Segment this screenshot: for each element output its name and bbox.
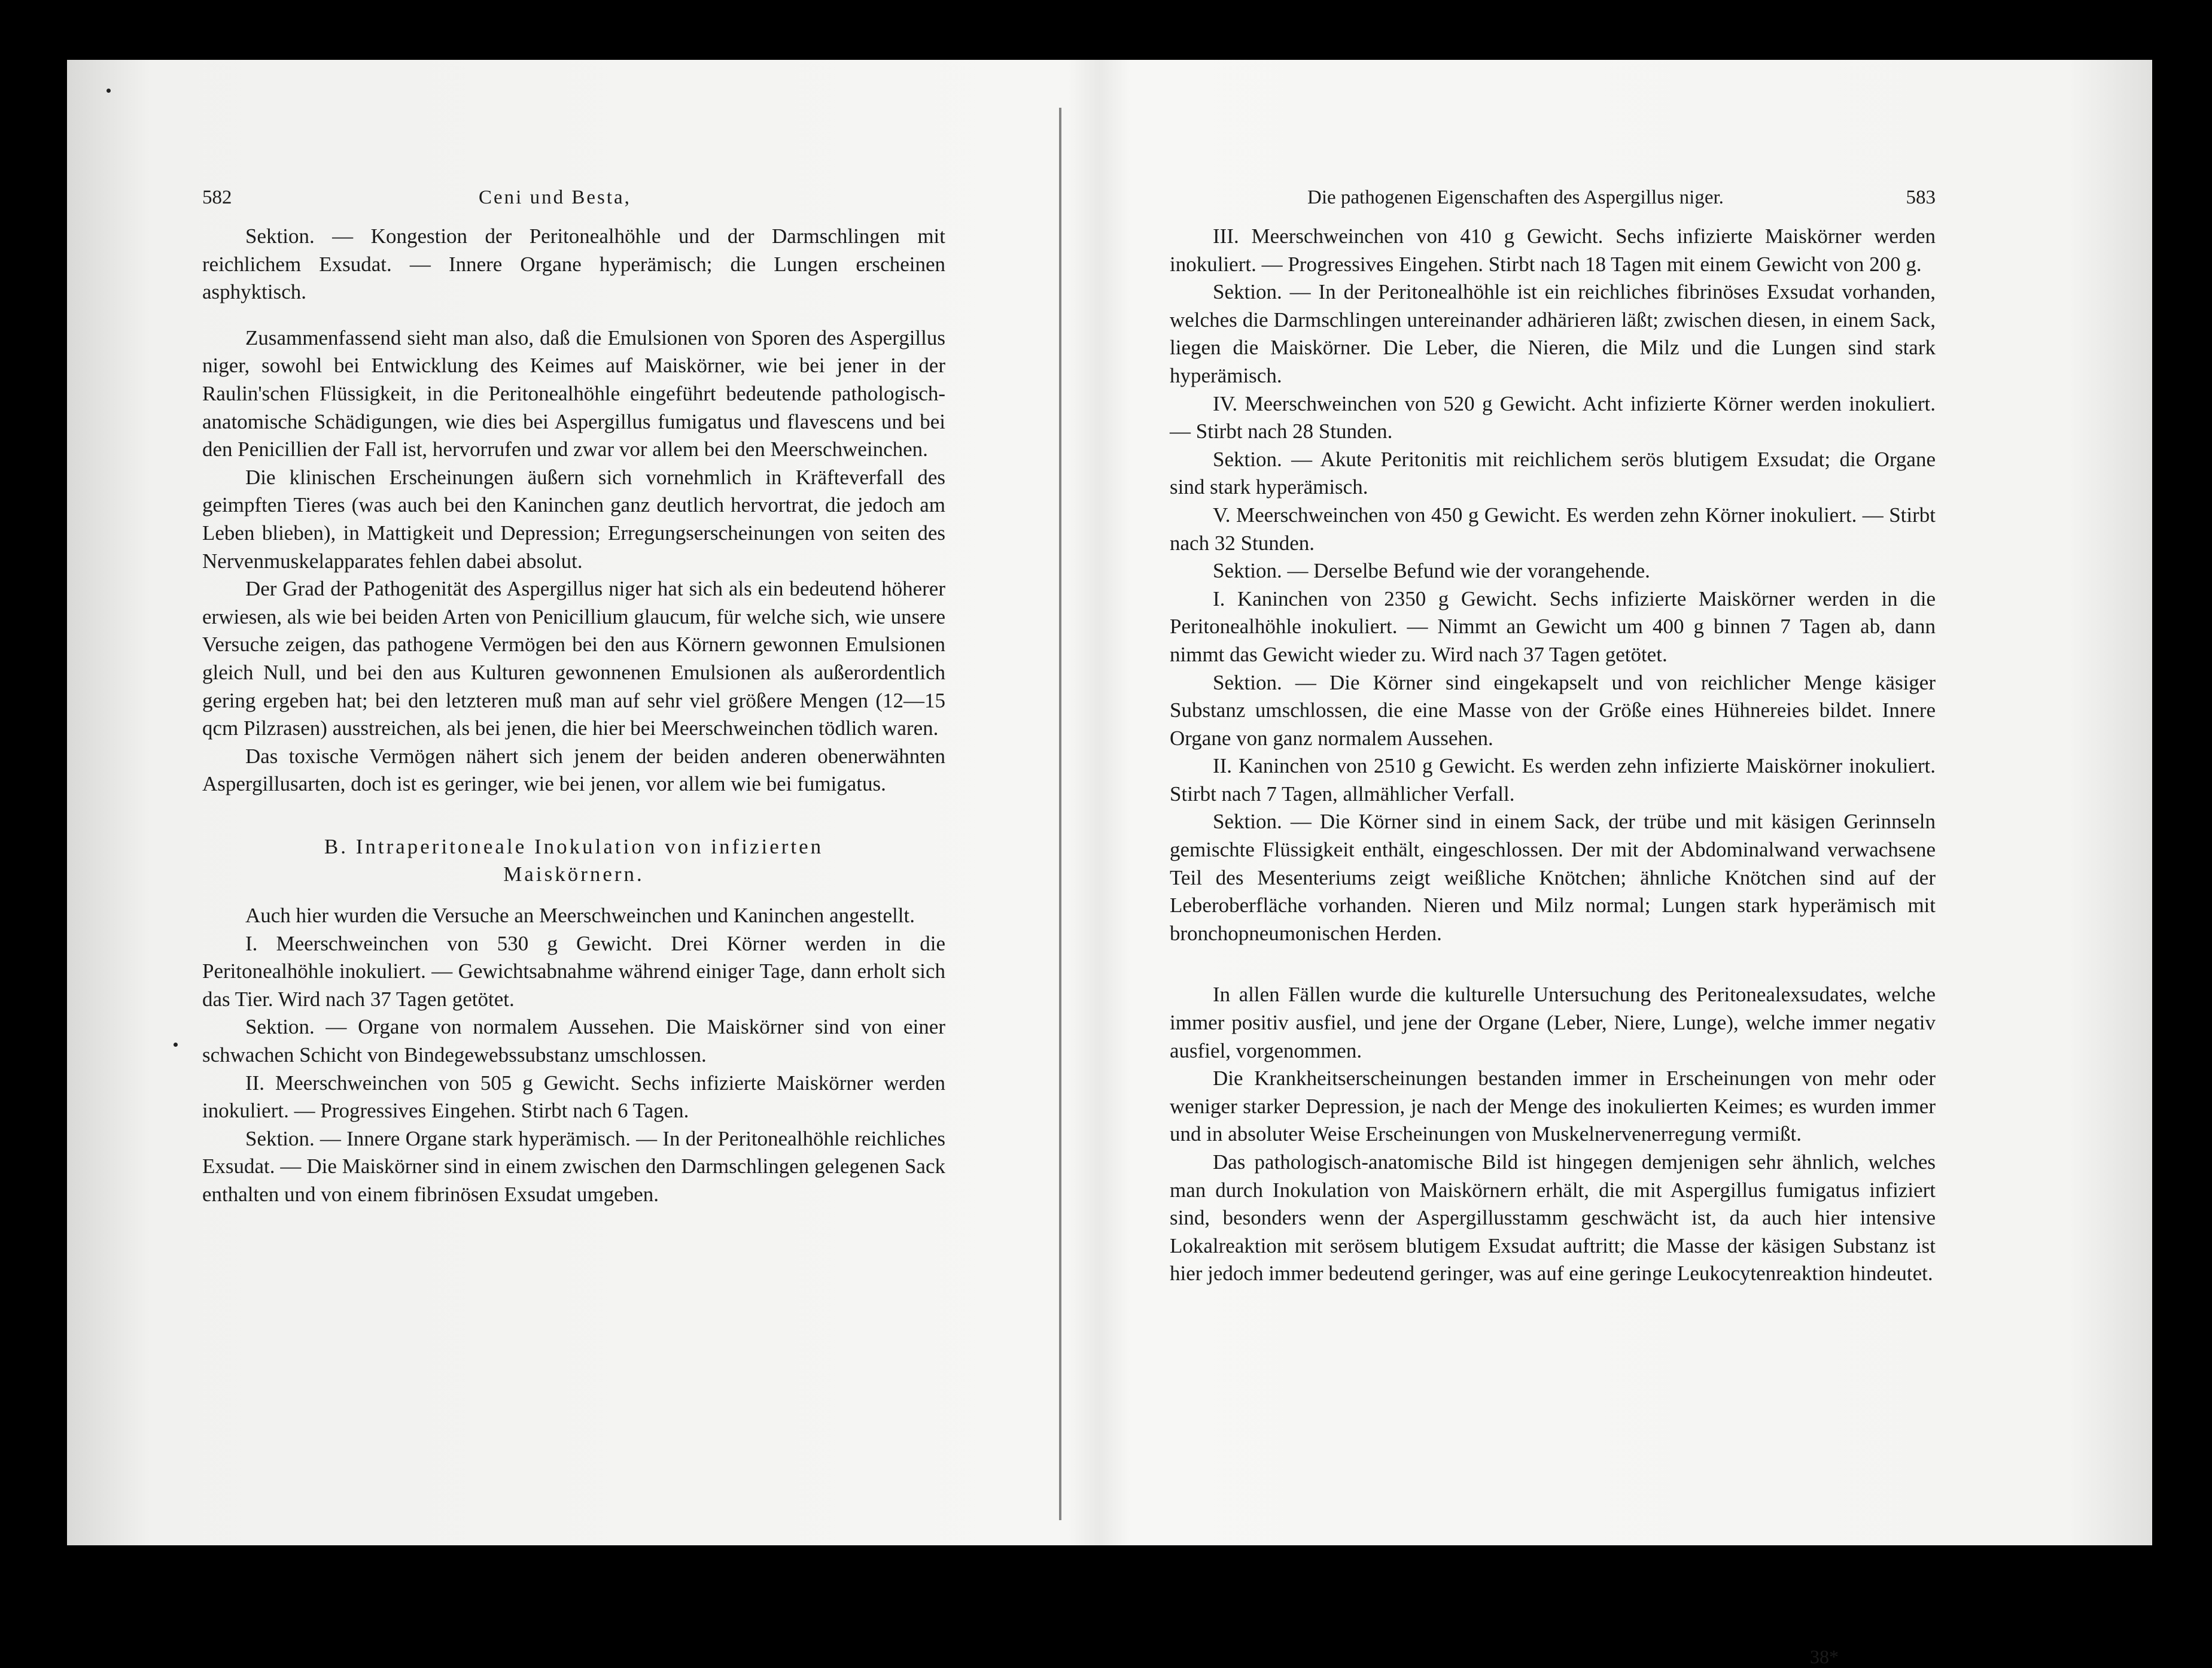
paragraph: V. Meerschweinchen von 450 g Gewicht. Es werden zehn Körner inokuliert. — Stirbt nach 32 Stunden. bbox=[1170, 503, 1936, 555]
scan-speck bbox=[174, 1043, 178, 1047]
paragraph: Sektion. — In der Peritonealhöhle ist ein reichliches fibrinöses Exsudat vorhanden, welches die Darmschlingen untereinander adhärieren läßt; zwischen diesen, in einem Sack, liegen die Maiskörner. Die Leber, die Nieren, die Milz und die Lungen sind stark hyperämisch. bbox=[1170, 280, 1936, 387]
right-page bbox=[1170, 187, 1936, 1667]
paragraph: Sektion. — Innere Organe stark hyperämisch. — In der Peritonealhöhle reichliches Exsudat. — Die Maiskörner sind in einem zwischen den Darmschlingen gelegenen Sack enthalten und von einem fibrinösen Exsudat umgeben. bbox=[202, 1126, 945, 1206]
paragraph: II. Meerschweinchen von 505 g Gewicht. Sechs infizierte Maiskörner werden inokuliert. — Progressives Eingehen. Stirbt nach 6 Tagen. bbox=[202, 1071, 945, 1123]
paragraph: Die Krankheitserscheinungen bestanden immer in Erscheinungen von mehr oder weniger starker Depression, je nach der Menge des inokulierten Keimes; es wurden immer und in absoluter Weise Erscheinungen von Muskelnervenerregung vermißt. bbox=[1170, 1067, 1936, 1146]
paragraph: Das pathologisch-anatomische Bild ist hingegen demjenigen sehr ähnlich, welches man durch Inokulation von Maiskörnern erhält, die mit Aspergillus fumigatus infiziert sind, besonders wenn der Aspergillusstamm geschwächt ist, da auch hier intensive Lokalreaktion mit serösem blutigem Exsudat auftritt; die Masse der käsigen Substanz ist hier jedoch immer bedeutend geringer, was auf eine geringe Leukocytenreaktion hindeutet. bbox=[1170, 1150, 1936, 1286]
paragraph: Die klinischen Erscheinungen äußern sich vornehmlich in Kräfteverfall des geimpften Tieres (was auch bei den Kaninchen ganz deutlich hervortrat, die jedoch am Leben blieben), in Mattigkeit und Depression; Erregungserscheinungen von seiten des Nervenmuskelapparates fehlen dabei absolut. bbox=[202, 465, 945, 573]
paragraph: Sektion. — Kongestion der Peritonealhöhle und der Darmschlingen mit reichlichem Exsudat. — Innere Organe hyperämisch; die Lungen erscheinen asphyktisch. bbox=[202, 224, 945, 304]
paragraph: Das toxische Vermögen nähert sich jenem der beiden anderen obenerwähnten Aspergillusarten, doch ist es geringer, wie bei jenen, vor allem wie bei fumigatus. bbox=[202, 744, 945, 796]
paragraph: Sektion. — Die Körner sind in einem Sack, der trübe und mit käsigen Gerinnseln gemischte Flüssigkeit enthält, eingeschlossen. Der mit der Abdominalwand verwachsene Teil des Mesenteriums zeigt weißliche Knötchen; ähnliche Knötchen sind auf der Leberoberfläche vorhanden. Nieren und Milz normal; Lungen stark hyperämisch mit bronchopneumonischen Herden. bbox=[1170, 810, 1936, 945]
page-number: 583 bbox=[1906, 187, 1936, 208]
signature-mark: 38* bbox=[1810, 1646, 1839, 1667]
paragraph: Sektion. — Akute Peritonitis mit reichlichem serös blutigem Exsudat; die Organe sind stark hyperämisch. bbox=[1170, 447, 1936, 499]
running-head: Ceni und Besta, bbox=[479, 187, 631, 208]
paragraph: IV. Meerschweinchen von 520 g Gewicht. Acht infizierte Körner werden inokuliert. — Stirbt nach 28 Stunden. bbox=[1170, 391, 1936, 443]
paragraph: Der Grad der Pathogenität des Aspergillus niger hat sich als ein bedeutend höherer erwiesen, als wie bei beiden Arten von Penicillium glaucum, für welche sich, wie unsere Versuche zeigen, das pathogene Vermögen bei den aus Körnern gewonnen Emulsionen gleich Null, und bei den aus Kulturen gewonnenen Emulsionen als außerordentlich gering ergeben hat; bei den letzteren muß man auf sehr viel größere Mengen (12—15 qcm Pilzrasen) ausstreichen, als bei jenen, die hier bei Meerschweinchen tödlich waren. bbox=[202, 577, 945, 740]
paragraph: I. Kaninchen von 2350 g Gewicht. Sechs infizierte Maiskörner werden in die Peritonealhöhle inokuliert. — Nimmt an Gewicht um 400 g binnen 7 Tagen ab, dann nimmt das Gewicht wieder zu. Wird nach 37 Tagen getötet. bbox=[1170, 587, 1936, 666]
paragraph: I. Meerschweinchen von 530 g Gewicht. Drei Körner werden in die Peritonealhöhle inokuliert. — Gewichtsabnahme während einiger Tage, dann erholt sich das Tier. Wird nach 37 Tagen getötet. bbox=[202, 931, 945, 1011]
scan-speck bbox=[107, 89, 111, 93]
left-header bbox=[202, 187, 945, 223]
right-body bbox=[1170, 223, 1936, 1288]
left-page bbox=[202, 187, 945, 1209]
running-head: Die pathogenen Eigenschaften des Aspergillus niger. bbox=[1307, 187, 1724, 208]
heading-line: Maiskörnern. bbox=[503, 862, 644, 886]
heading-line: B. Intraperitoneale Inokulation von infizierten bbox=[324, 834, 824, 858]
paragraph: III. Meerschweinchen von 410 g Gewicht. Sechs infizierte Maiskörner werden inokuliert. — Progressives Eingehen. Stirbt nach 18 Tagen mit einem Gewicht von 200 g. bbox=[1170, 224, 1936, 276]
left-body bbox=[202, 223, 945, 1209]
paragraph: Sektion. — Organe von normalem Aussehen. Die Maiskörner sind von einer schwachen Schicht von Bindegewebssubstanz umschlossen. bbox=[202, 1015, 945, 1067]
paragraph: Sektion. — Derselbe Befund wie der vorangehende. bbox=[1213, 559, 1650, 583]
right-header bbox=[1170, 187, 1936, 223]
book-gutter bbox=[1059, 108, 1061, 1520]
paragraph: Zusammenfassend sieht man also, daß die Emulsionen von Sporen des Aspergillus niger, sowohl bei Entwicklung des Keimes auf Maiskörner, wie bei jener in der Raulin'schen Flüssigkeit, in die Peritonealhöhle eingeführt bedeutende pathologisch-anatomische Schädigungen, wie dies bei Aspergillus fumigatus und flavescens und bei den Penicillien der Fall ist, hervorrufen und zwar vor allem bei den Meerschweinchen. bbox=[202, 326, 945, 461]
page-number: 582 bbox=[202, 187, 232, 208]
paragraph: II. Kaninchen von 2510 g Gewicht. Es werden zehn infizierte Maiskörner inokuliert. Stirbt nach 7 Tagen, allmählicher Verfall. bbox=[1170, 754, 1936, 806]
paragraph: Auch hier wurden die Versuche an Meerschweinchen und Kaninchen angestellt. bbox=[245, 904, 915, 928]
paragraph: In allen Fällen wurde die kulturelle Untersuchung des Peritonealexsudates, welche immer positiv ausfiel, und jene der Organe (Leber, Niere, Lunge), welche immer negativ ausfiel, vorgenommen. bbox=[1170, 983, 1936, 1062]
paragraph: Sektion. — Die Körner sind eingekapselt und von reichlicher Menge käsiger Substanz umschlossen, die eine Masse von der Größe eines Hühnereies bildet. Innere Organe von ganz normalem Aussehen. bbox=[1170, 670, 1936, 750]
section-heading bbox=[202, 833, 945, 889]
